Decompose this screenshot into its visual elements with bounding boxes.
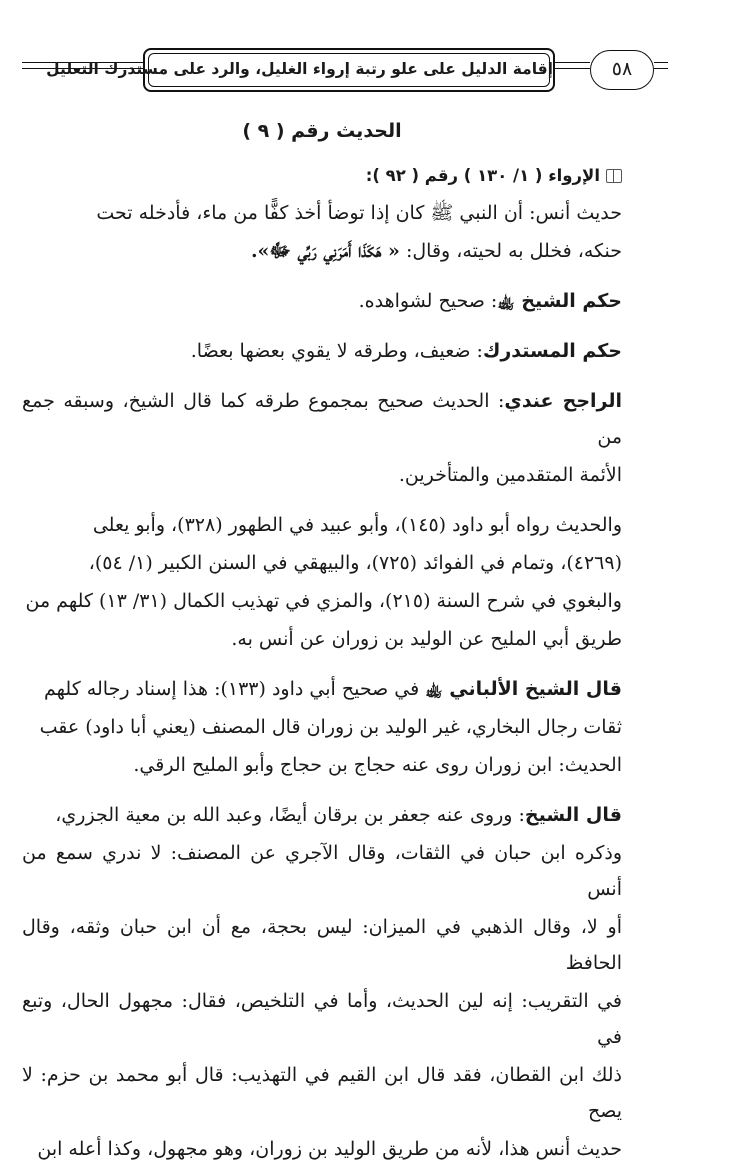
ruling-sheikh-text: : صحيح لشواهده. — [358, 290, 498, 312]
section-heading: الحديث رقم ( ٩ ) — [242, 120, 402, 142]
book-title: إقامة الدليل على علو رتبة إرواء الغليل، والرد على مستدرك التعليل — [46, 60, 553, 78]
rajih-line-1 — [22, 383, 622, 455]
hadith-quote: « هَكَذَا أَمَرَنِي رَبِّي ﷻ». — [250, 240, 400, 262]
takhrij-line-4: طريق أبي المليح عن الوليد بن زوران عن أنس به. — [231, 628, 622, 650]
ruling-mustadrak — [22, 333, 622, 369]
albani-label: قال الشيخ الألباني ﵀ — [425, 678, 622, 700]
sheikh-line-3: أو لا، وقال الذهبي في الميزان: ليس بحجة، مع أن ابن حبان وثقه، وقال الحافظ — [22, 916, 622, 974]
ruling-mustadrak-text: : ضعيف، وطرقه لا يقوي بعضها بعضًا. — [190, 340, 483, 362]
reference-line — [22, 166, 622, 185]
sheikh-line-6: حديث أنس هذا، لأنه من طريق الوليد بن زوران، وهو مجهول، وكذا أعله ابن — [37, 1138, 622, 1160]
sheikh-text-1: : وروى عنه جعفر بن برقان أيضًا، وعبد الله بن معية الجزري، — [55, 804, 525, 826]
page-content — [22, 120, 622, 1169]
hadith-line-2 — [22, 233, 622, 269]
takhrij-line-2: (٤٢٦٩)، وتمام في الفوائد (٧٢٥)، والبيهقي في السنن الكبير (١/ ٥٤)، — [88, 552, 622, 574]
header-rule-right-top — [654, 62, 668, 63]
ruling-sheikh — [22, 283, 622, 319]
hadith-line-2-text: حنكه، فخلل به لحيته، وقال: — [405, 240, 622, 262]
sheikh-line-2: وذكره ابن حبان في الثقات، وقال الآجري عن المصنف: لا ندري سمع من أنس — [22, 842, 622, 900]
albani-line-1 — [22, 671, 622, 707]
sheikh-line-5: ذلك ابن القطان، فقد قال ابن القيم في التهذيب: قال أبو محمد بن حزم: لا يصح — [22, 1064, 622, 1122]
page-header — [0, 44, 744, 100]
takhrij-line-1: والحديث رواه أبو داود (١٤٥)، وأبو عبيد في الطهور (٣٢٨)، وأبو يعلى — [92, 514, 622, 536]
ruling-sheikh-label: حكم الشيخ ﵀ — [497, 290, 622, 312]
sheikh-line-1 — [22, 797, 622, 833]
reference-text: الإرواء ( ١/ ١٣٠ ) رقم ( ٩٢ ): — [365, 166, 600, 185]
albani-line-2: ثقات رجال البخاري، غير الوليد بن زوران قال المصنف (يعني أبا داود) عقب — [39, 716, 622, 738]
albani-text-1: في صحيح أبي داود (١٣٣): هذا إسناد رجاله كلهم — [44, 678, 420, 700]
albani-line-3: الحديث: ابن زوران روى عنه حجاج بن حجاج وأبو المليح الرقي. — [133, 754, 622, 776]
sheikh-label: قال الشيخ — [524, 804, 622, 826]
rajih-line-2: الأئمة المتقدمين والمتأخرين. — [398, 464, 622, 486]
header-title-frame — [46, 48, 555, 92]
header-rule-mid-bottom — [555, 68, 590, 69]
sheikh-line-4: في التقريب: إنه لين الحديث، وأما في التلخيص، فقال: مجهول الحال، وتبع في — [22, 990, 622, 1048]
header-rule-right-bottom — [654, 68, 668, 69]
book-icon — [606, 169, 622, 183]
page-number: ٥٨ — [590, 50, 654, 90]
header-rule-mid-top — [555, 62, 590, 63]
rajih-text-1: : الحديث صحيح بمجموع طرقه كما قال الشيخ، وسبقه جمع من — [22, 390, 622, 448]
hadith-line-1: حديث أنس: أن النبي ﷺ كان إذا توضأ أخذ كفًّا من ماء، فأدخله تحت — [96, 202, 622, 224]
takhrij-line-3: والبغوي في شرح السنة (٢١٥)، والمزي في تهذيب الكمال (٣١/ ١٣) كلهم من — [25, 590, 622, 612]
rajih-label: الراجح عندي — [504, 390, 622, 412]
ruling-mustadrak-label: حكم المستدرك — [482, 340, 622, 362]
